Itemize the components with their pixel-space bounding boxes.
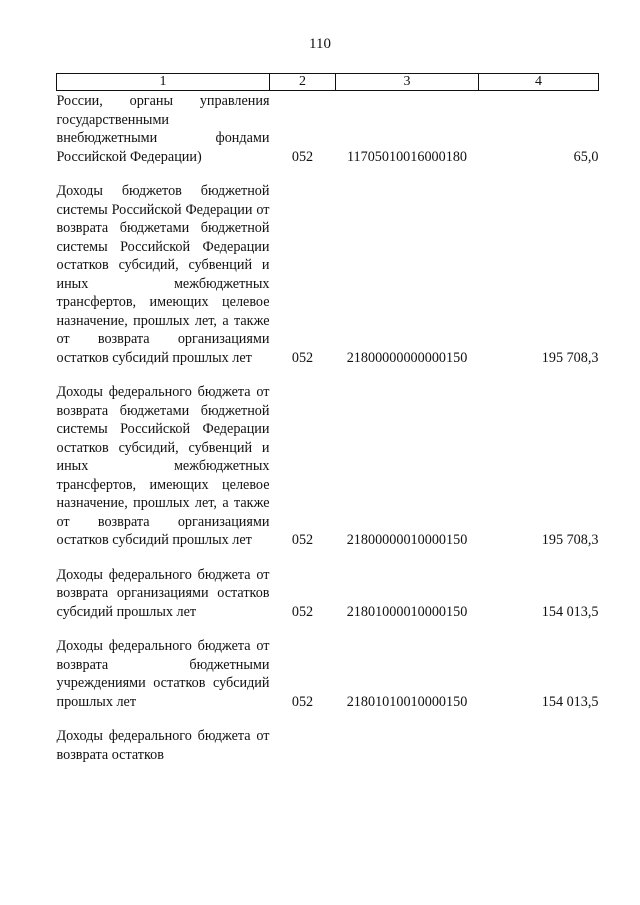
amount: 154 013,5 — [541, 603, 599, 620]
amount: 154 013,5 — [541, 693, 599, 710]
admin-code: 052 — [291, 349, 314, 366]
budget-income-table — [56, 73, 599, 764]
income-name: Доходы федерального бюджета от возврата остатков — [56, 728, 270, 763]
column-header-2: 2 — [270, 74, 336, 91]
income-name: Доходы федерального бюджета от возврата организациями остатков субсидий прошлых лет — [56, 566, 270, 620]
amount — [479, 727, 599, 764]
table-row — [57, 727, 599, 764]
table-row — [57, 91, 599, 167]
admin-code: 052 — [291, 603, 314, 620]
admin-code: 052 — [291, 693, 314, 710]
income-name: Доходы федерального бюджета от возврата бюджетами бюджетной системы Российской Федерации остатков субсидий, субвенций и иных межбюджетных трансфертов, имеющих целевое назначение, прошлых лет, а также от возврата организациями остатков субсидий прошлых лет — [56, 384, 270, 548]
table-row — [57, 383, 599, 550]
column-header-1: 1 — [57, 74, 270, 91]
budget-classification-code: 21801010010000150 — [346, 693, 468, 710]
row-spacer — [57, 550, 599, 566]
amount: 195 708,3 — [541, 349, 599, 366]
budget-classification-code: 21801000010000150 — [346, 603, 468, 620]
table-header-row — [57, 74, 599, 91]
column-header-4: 4 — [479, 74, 599, 91]
income-name: Доходы федерального бюджета от возврата бюджетными учреждениями остатков субсидий прошлых лет — [56, 638, 270, 710]
budget-classification-code — [336, 727, 479, 764]
amount: 65,0 — [573, 148, 599, 165]
table-row — [57, 182, 599, 367]
budget-classification-code: 21800000010000150 — [346, 532, 468, 548]
row-spacer — [57, 367, 599, 383]
row-spacer — [57, 621, 599, 637]
table-row — [57, 566, 599, 622]
column-header-3: 3 — [336, 74, 479, 91]
income-name: Доходы бюджетов бюджетной системы Российской Федерации от возврата бюджетами бюджетной системы Российской Федерации остатков субсидий, субвенций и иных межбюджетных трансфертов, имеющих целевое назначение, прошлых лет, а также от возврата организациями остатков субсидий прошлых лет — [56, 183, 270, 366]
row-spacer — [57, 166, 599, 182]
admin-code — [270, 727, 336, 764]
admin-code: 052 — [291, 532, 314, 548]
budget-classification-code: 11705010016000180 — [346, 148, 468, 165]
admin-code: 052 — [291, 148, 314, 165]
page-number: 110 — [309, 36, 331, 52]
amount: 195 708,3 — [541, 532, 599, 548]
income-name: России, органы управления государственными внебюджетными фондами Российской Федерации) — [56, 93, 270, 165]
row-spacer — [57, 711, 599, 727]
budget-classification-code: 21800000000000150 — [346, 349, 468, 366]
table-row — [57, 637, 599, 711]
